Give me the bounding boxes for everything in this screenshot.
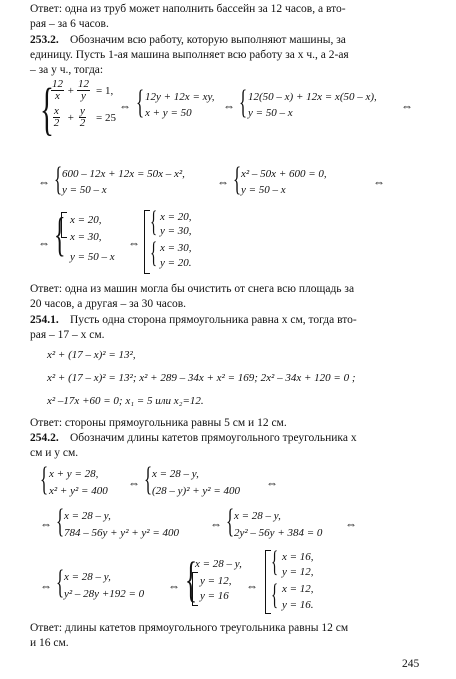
equation: x + y = 50 (145, 107, 192, 119)
equation: x = 30, (70, 231, 102, 243)
answer-text: Ответ: одна из труб может наполнить бассейн за 12 часов, а вто- (30, 3, 346, 15)
equivalence-arrow: ⇔ (223, 99, 235, 113)
page-number: 245 (402, 658, 420, 670)
equivalence-arrow: ⇔ (266, 476, 278, 490)
brace: { (150, 205, 158, 238)
equivalence-arrow: ⇔ (210, 517, 222, 531)
brace: { (271, 578, 279, 611)
fraction: $\frac{y}{2}$ (79, 105, 86, 129)
equation: x² – 50x + 600 = 0, (241, 168, 327, 180)
equation: 12y + 12x = xy, (145, 91, 215, 103)
equation: x² + (17 – x)² = 13², (47, 349, 136, 361)
problem-text: рая – 17 – x см. (30, 329, 105, 341)
equation: y = 12, (282, 566, 314, 578)
equivalence-arrow: ⇔ (345, 517, 357, 531)
equation: y = 30, (160, 225, 192, 237)
equation: y² – 28y +192 = 0 (64, 588, 145, 600)
equivalence-arrow: ⇔ (217, 175, 229, 189)
equivalence-arrow: ⇔ (38, 236, 50, 250)
equivalence-arrow: ⇔ (373, 175, 385, 189)
answer-text: Ответ: одна из машин могла бы очистить от снега всю площадь за (30, 283, 355, 295)
equation: 12(50 – x) + 12x = x(50 – x), (248, 91, 377, 103)
equation: y = 12, (200, 575, 232, 587)
equation-rhs: = 1, (96, 85, 114, 97)
fraction: $\frac{x}{2}$ (53, 105, 60, 129)
equation: x = 20, (160, 211, 192, 223)
equation: x = 12, (282, 583, 314, 595)
brace: { (271, 545, 279, 578)
equation: y = 16. (282, 599, 314, 611)
operator: + (67, 85, 75, 97)
equation: (28 – y)² + y² = 400 (152, 485, 241, 497)
brace: { (54, 208, 66, 261)
equivalence-arrow: ⇔ (246, 579, 258, 593)
equation: x² + y² = 400 (49, 485, 108, 497)
equation-rhs: = 25 (96, 112, 116, 124)
brace: { (56, 564, 65, 601)
equivalence-arrow: ⇔ (119, 99, 131, 113)
equivalence-arrow: ⇔ (128, 236, 140, 250)
answer-text: Ответ: длины катетов прямоугольного треугольника равны 12 см (30, 622, 349, 634)
brace: { (144, 461, 153, 498)
equation: x = 28 – y, (195, 558, 242, 570)
problem-text: единицу. Пусть 1-ая машина выполняет всю работу за x ч., а 2-ая (30, 49, 349, 61)
equation: x² + (17 – x)² = 13²; x² + 289 – 34x + x² = 169; 2x² – 34x + 120 = 0 ; (47, 372, 356, 384)
brace: { (136, 84, 145, 121)
problem-number: 253.2. (30, 34, 59, 46)
equivalence-arrow: ⇔ (38, 175, 50, 189)
brace: { (239, 84, 248, 121)
equation: 784 – 56y + y² + y² = 400 (64, 527, 180, 539)
square-bracket (192, 572, 198, 606)
problem-text: Пусть одна сторона прямоугольника равна x см, тогда вто- (70, 314, 357, 326)
equation: 2y² – 56y + 384 = 0 (234, 527, 323, 539)
fraction: $\frac{12}{y}$ (78, 78, 89, 102)
equivalence-arrow: ⇔ (40, 579, 52, 593)
problem-text: см и y см. (30, 447, 79, 459)
equation: x = 16, (282, 551, 314, 563)
problem-text: – за y ч., тогда: (30, 64, 104, 76)
square-bracket (61, 212, 67, 238)
brace: { (54, 161, 63, 198)
equation: y = 50 – x (62, 184, 107, 196)
problem-text: Обозначим всю работу, которую выполняют машины, за (70, 34, 346, 46)
equation: y = 50 – x (241, 184, 286, 196)
problem-text: Обозначим длины катетов прямоугольного треугольника x (70, 432, 357, 444)
equivalence-arrow: ⇔ (401, 99, 413, 113)
equation: x = 30, (160, 242, 192, 254)
equation: x = 28 – y, (152, 468, 199, 480)
equation: x² –17x +60 = 0; x₁ = 5 или x₂=12. (47, 395, 204, 407)
brace: { (226, 503, 235, 540)
equation: y = 50 – x (70, 251, 115, 263)
equation: x = 28 – y, (64, 510, 111, 522)
brace: { (40, 76, 54, 141)
equation: y = 20. (160, 257, 192, 269)
brace: { (185, 551, 197, 607)
equation: 600 – 12x + 12x = 50x – x², (62, 168, 185, 180)
answer-text: 20 часов, а другая – за 30 часов. (30, 298, 187, 310)
answer-text: и 16 см. (30, 637, 69, 649)
fraction: $\frac{12}{x}$ (52, 78, 63, 102)
answer-text: рая – за 6 часов. (30, 18, 109, 30)
equivalence-arrow: ⇔ (40, 517, 52, 531)
equation: y = 50 – x (248, 107, 293, 119)
equation: x = 20, (70, 214, 102, 226)
equivalence-arrow: ⇔ (168, 579, 180, 593)
equation: x = 28 – y, (64, 571, 111, 583)
problem-number: 254.2. (30, 432, 59, 444)
operator: + (67, 112, 75, 124)
equation: x + y = 28, (49, 468, 99, 480)
brace: { (40, 461, 49, 498)
brace: { (56, 503, 65, 540)
brace: { (233, 161, 242, 198)
equation: x = 28 – y, (234, 510, 281, 522)
equivalence-arrow: ⇔ (128, 476, 140, 490)
problem-number: 254.1. (30, 314, 59, 326)
equation: y = 16 (200, 590, 229, 602)
answer-text: Ответ: стороны прямоугольника равны 5 см и 12 см. (30, 417, 287, 429)
brace: { (150, 236, 158, 269)
